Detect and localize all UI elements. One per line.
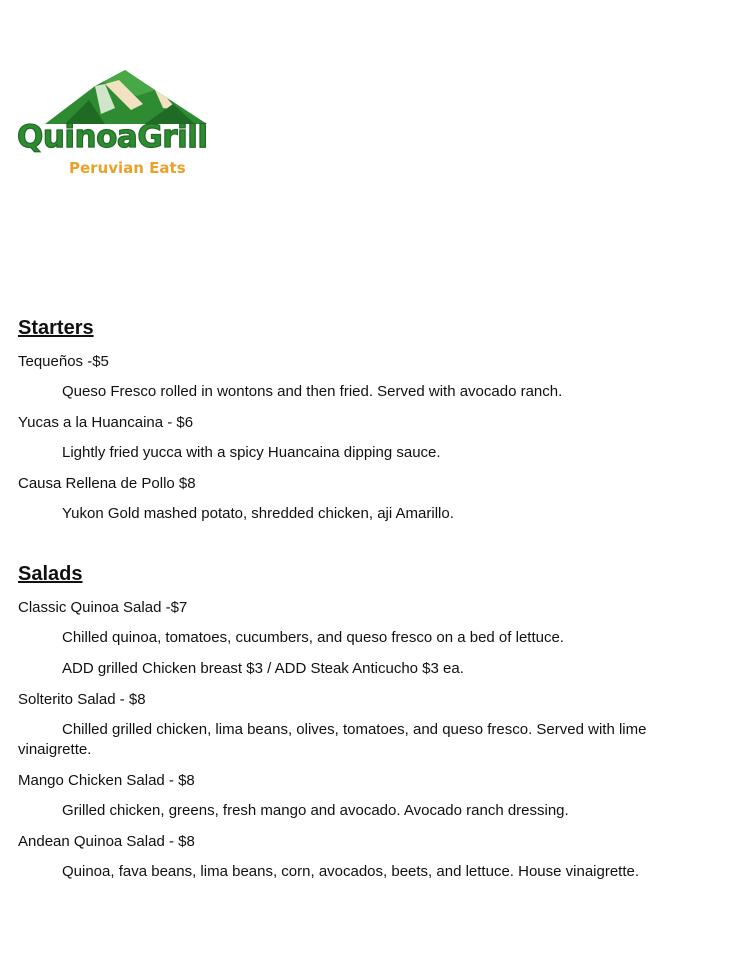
section-salads [18, 562, 718, 882]
mountain-logo-icon [45, 70, 207, 126]
menu-item-description: Chilled quinoa, tomatoes, cucumbers, and queso fresco on a bed of lettuce. [62, 629, 564, 646]
menu-item-addon: ADD grilled Chicken breast $3 / ADD Steak Anticucho $3 ea. [62, 660, 464, 677]
section-title: Starters [18, 317, 94, 339]
menu-item-name: Solterito Salad - $8 [18, 691, 146, 708]
menu-item-description: Grilled chicken, greens, fresh mango and avocado. Avocado ranch dressing. [62, 802, 569, 819]
section-starters [18, 316, 718, 524]
menu-item-description: Quinoa, fava beans, lima beans, corn, avocados, beets, and lettuce. House vinaigrette. [62, 863, 640, 880]
menu-item-description-continuation: vinaigrette. [18, 741, 92, 758]
menu-item-name: Causa Rellena de Pollo $8 [18, 475, 196, 492]
menu [18, 316, 718, 893]
menu-item-description: Queso Fresco rolled in wontons and then fried. Served with avocado ranch. [62, 383, 563, 400]
brand-name: QuinoaGrill [17, 119, 208, 155]
menu-item-description: Yukon Gold mashed potato, shredded chicken, aji Amarillo. [62, 505, 454, 522]
restaurant-logo [17, 70, 233, 180]
menu-item-name: Andean Quinoa Salad - $8 [18, 833, 195, 850]
menu-item-name: Classic Quinoa Salad -$7 [18, 599, 188, 616]
section-title: Salads [18, 563, 83, 585]
menu-item-description [18, 720, 718, 760]
menu-item-name: Tequeños -$5 [18, 353, 109, 370]
menu-item-name: Mango Chicken Salad - $8 [18, 772, 195, 789]
menu-item-description: Lightly fried yucca with a spicy Huancaina dipping sauce. [62, 444, 441, 461]
brand-tagline: Peruvian Eats [69, 159, 186, 177]
menu-item-description-line: Chilled grilled chicken, lima beans, olives, tomatoes, and queso fresco. Served with lime [62, 721, 647, 738]
menu-item-name: Yucas a la Huancaina - $6 [18, 414, 194, 431]
